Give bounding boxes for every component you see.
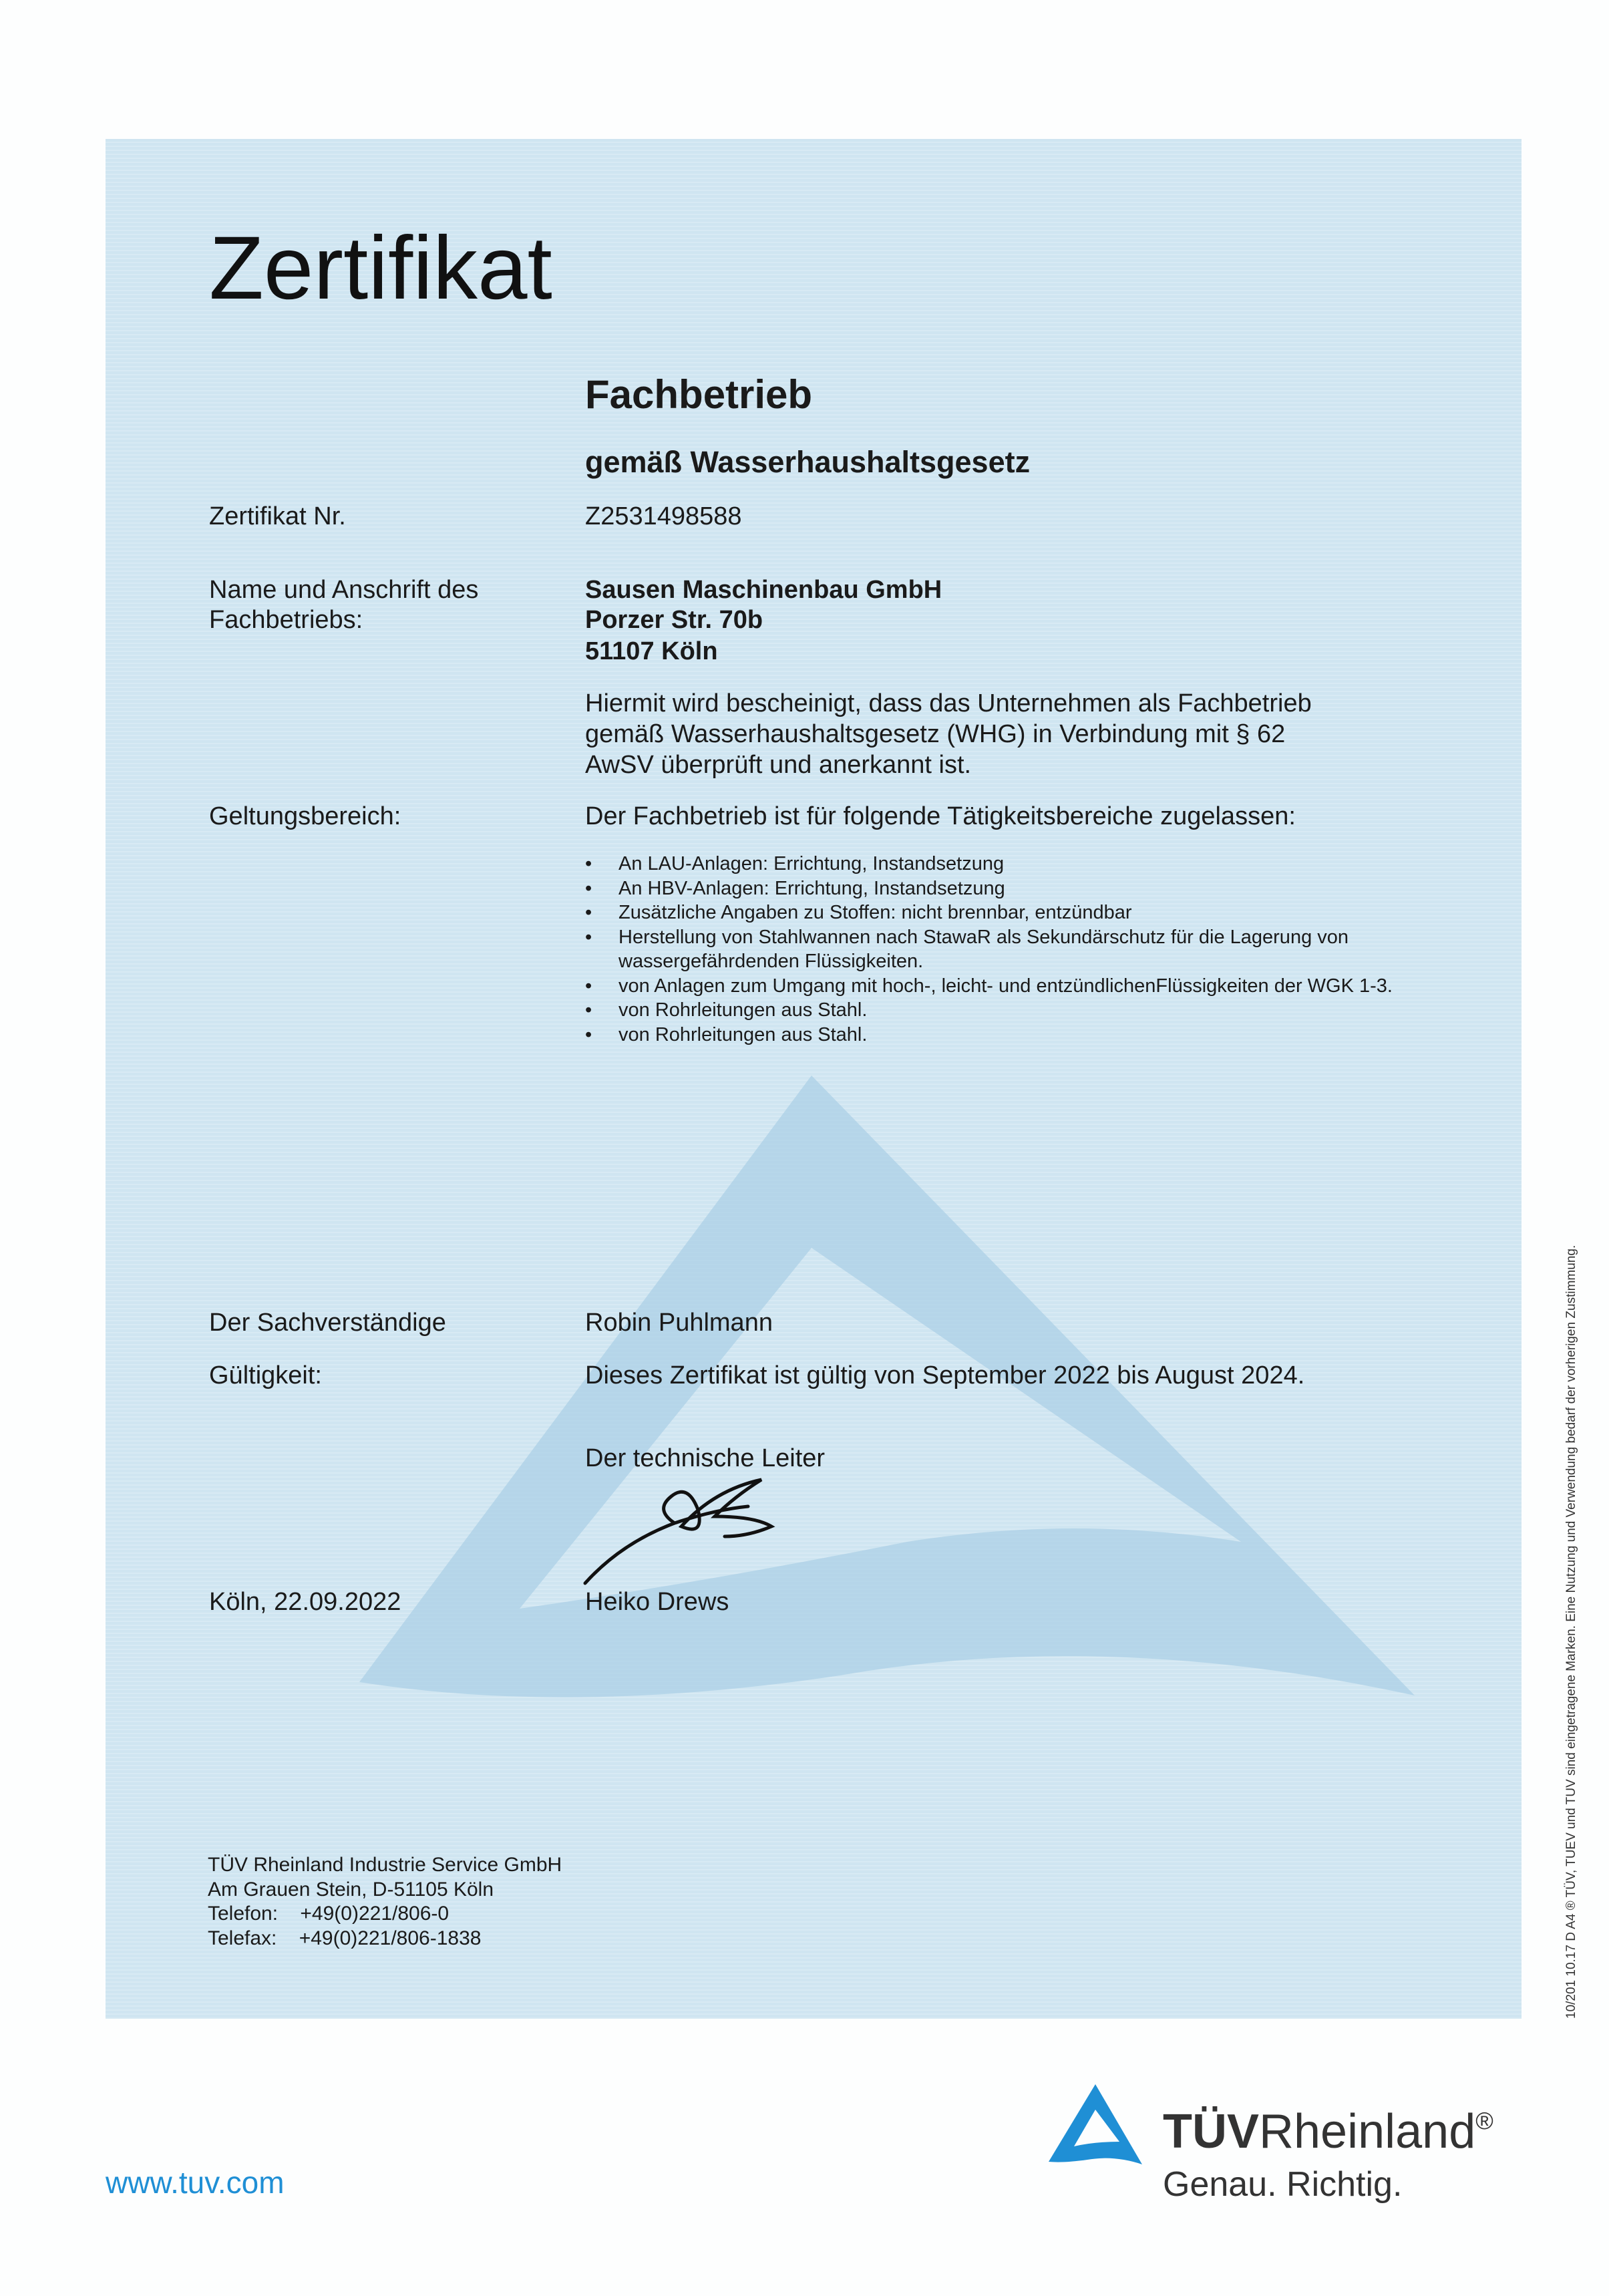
tech-lead-name: Heiko Drews (585, 1588, 729, 1616)
issuer-line: Am Grauen Stein, D-51105 Köln (208, 1878, 494, 1901)
signature (581, 1470, 788, 1590)
expert-label: Der Sachverständige (209, 1309, 446, 1337)
tuv-slogan: Genau. Richtig. (1163, 2165, 1403, 2204)
place-date: Köln, 22.09.2022 (209, 1588, 401, 1616)
expert-name: Robin Puhlmann (585, 1309, 773, 1337)
scope-item: • von Anlagen zum Umgang mit hoch-, leicht- und entzündlichenFlüssigkeiten der WGK 1-3. (585, 974, 1453, 999)
cert-no-label: Zertifikat Nr. (209, 502, 346, 530)
side-legal-note: 10/201 10.17 D A4 ® TÜV, TUEV und TUV sind eingetragene Marken. Eine Nutzung und Verwendung bedarf der vorherigen Zustimmung. (1564, 1245, 1578, 2019)
website-link[interactable]: www.tuv.com (106, 2165, 285, 2200)
tuv-watermark-triangle (106, 139, 1522, 2019)
company-name: Sausen Maschinenbau GmbH (585, 576, 942, 604)
tech-lead-label: Der technische Leiter (585, 1444, 826, 1472)
scope-item: • An LAU-Anlagen: Errichtung, Instandsetzung (585, 852, 1453, 876)
statement-line: gemäß Wasserhaushaltsgesetz (WHG) in Verbindung mit § 62 (585, 720, 1286, 748)
validity-value: Dieses Zertifikat ist gültig von September 2022 bis August 2024. (585, 1361, 1305, 1389)
company-city: 51107 Köln (585, 637, 718, 665)
heading: Fachbetrieb (585, 372, 813, 417)
issuer-line: Telefax: +49(0)221/806-1838 (208, 1927, 482, 1949)
company-label-1: Name und Anschrift des (209, 576, 479, 604)
tuv-logo-wordmark: TÜVRheinland® (1163, 2105, 1493, 2158)
issuer-line: TÜV Rheinland Industrie Service GmbH (208, 1854, 562, 1876)
document-title: Zertifikat (209, 218, 552, 318)
scope-item: • von Rohrleitungen aus Stahl. (585, 998, 1453, 1023)
issuer-line: Telefon: +49(0)221/806-0 (208, 1903, 450, 1925)
scope-item: • An HBV-Anlagen: Errichtung, Instandsetzung (585, 876, 1453, 901)
cert-no-value: Z2531498588 (585, 502, 742, 530)
certificate-background (106, 139, 1522, 2019)
company-label-2: Fachbetriebs: (209, 606, 363, 634)
scope-label: Geltungsbereich: (209, 802, 401, 830)
validity-label: Gültigkeit: (209, 1361, 322, 1389)
issuer-address (208, 1853, 562, 1951)
subheading: gemäß Wasserhaushaltsgesetz (585, 445, 1031, 479)
scope-item: • Zusätzliche Angaben zu Stoffen: nicht brennbar, entzündbar (585, 900, 1453, 925)
tuv-logo-triangle-icon (1047, 2083, 1144, 2168)
company-street: Porzer Str. 70b (585, 606, 763, 634)
scope-intro: Der Fachbetrieb ist für folgende Tätigkeitsbereiche zugelassen: (585, 802, 1296, 830)
statement-line: Hiermit wird bescheinigt, dass das Unternehmen als Fachbetrieb (585, 689, 1312, 717)
statement-line: AwSV überprüft und anerkannt ist. (585, 751, 972, 779)
scope-item: • von Rohrleitungen aus Stahl. (585, 1023, 1453, 1047)
scope-item: • Herstellung von Stahlwannen nach StawaR als Sekundärschutz für die Lagerung von wassergefährdenden Flüssigkeiten. (585, 925, 1453, 974)
scope-list (585, 852, 1453, 1047)
